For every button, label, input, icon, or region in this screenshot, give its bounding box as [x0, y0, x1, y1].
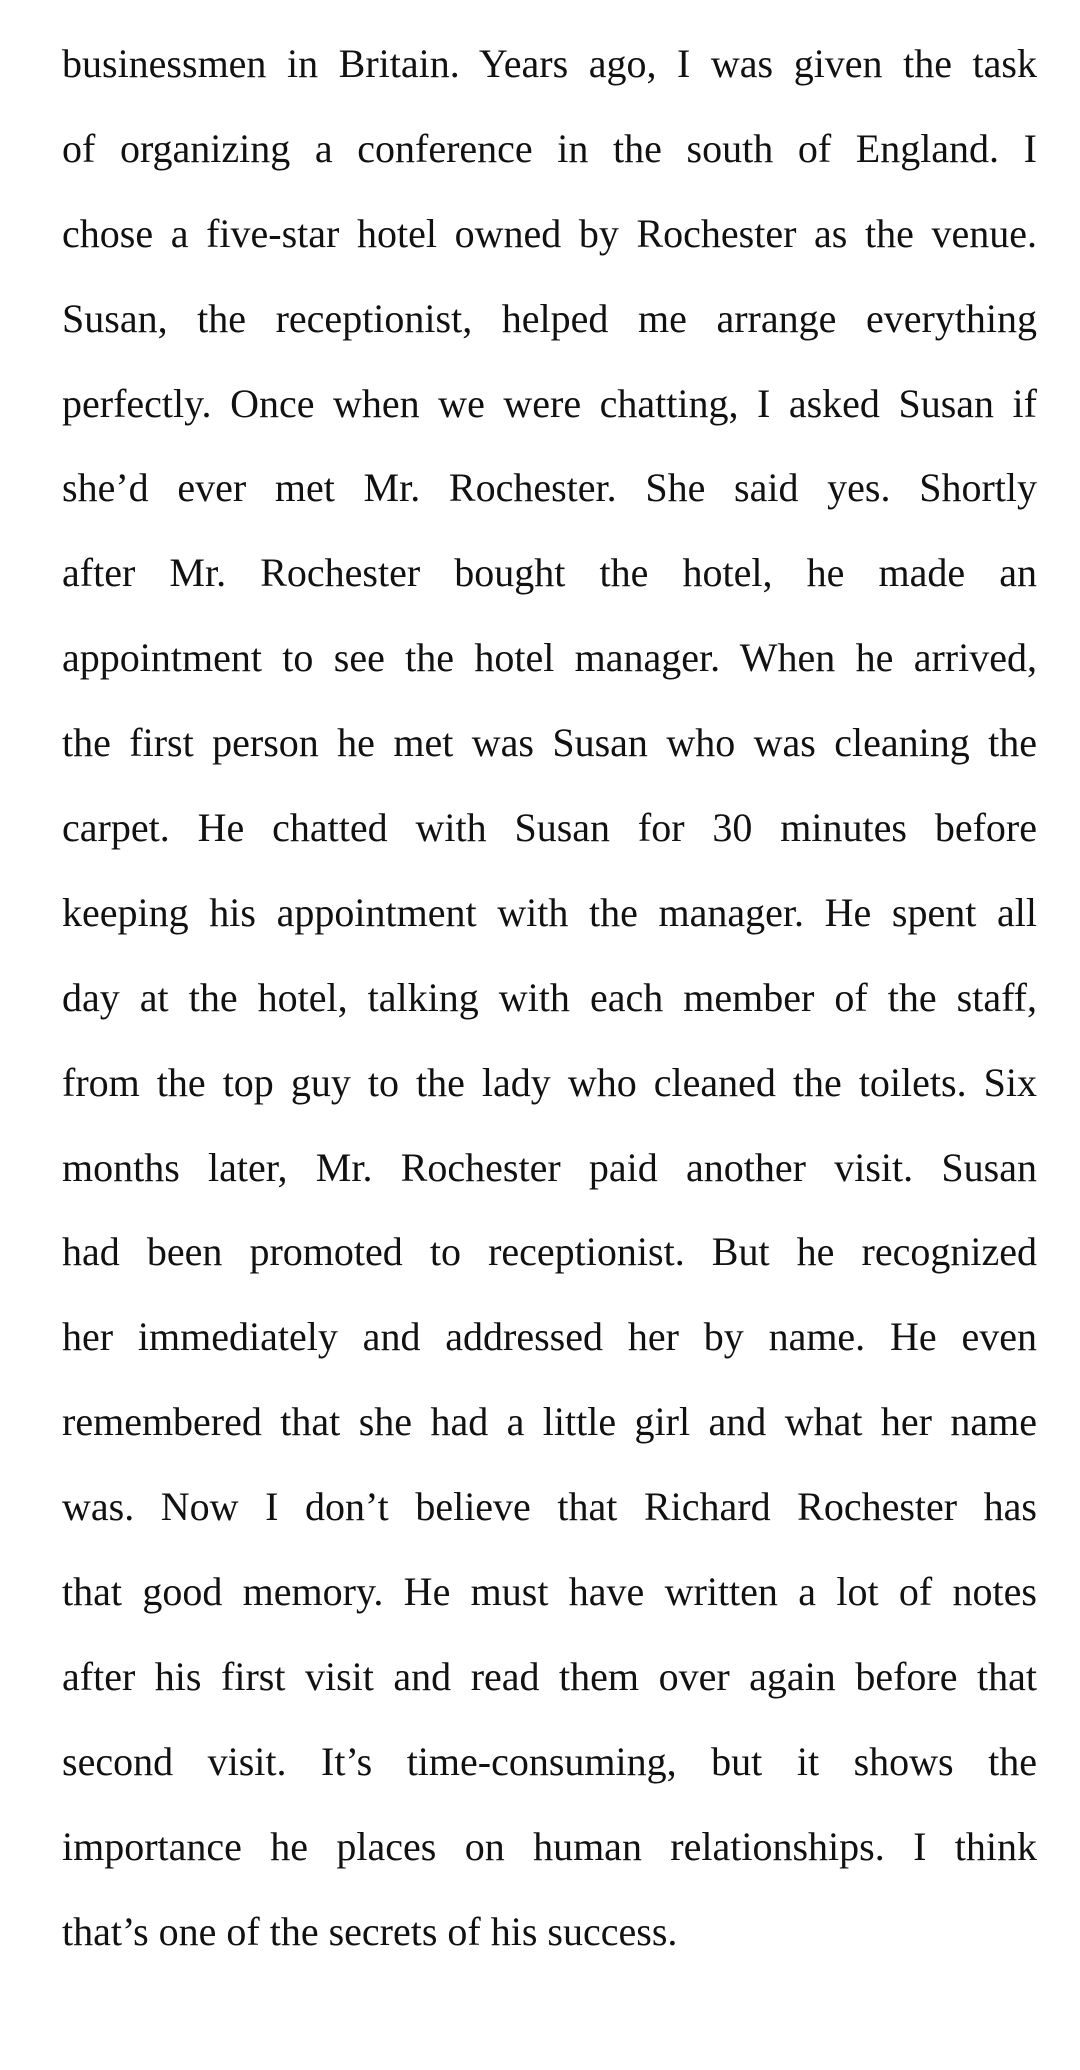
text-line: second visit. It’s time-consuming, but it shows the: [62, 1738, 1037, 1784]
text-line: months later, Mr. Rochester paid another visit. Susan: [62, 1144, 1037, 1190]
text-line-last: that’s one of the secrets of his success.: [62, 1908, 678, 1954]
text-line: that good memory. He must have written a lot of notes: [62, 1569, 1037, 1615]
text-line: appointment to see the hotel manager. When he arrived,: [62, 635, 1037, 681]
text-line: of organizing a conference in the south of England. I: [62, 125, 1037, 171]
text-line: had been promoted to receptionist. But he recognized: [62, 1229, 1037, 1275]
text-line: she’d ever met Mr. Rochester. She said yes. Shortly: [62, 465, 1037, 511]
text-line: carpet. He chatted with Susan for 30 minutes before: [62, 805, 1037, 851]
text-line: chose a five-star hotel owned by Rochester as the venue.: [62, 210, 1037, 256]
text-line: was. Now I don’t believe that Richard Rochester has: [62, 1484, 1037, 1530]
text-line: the first person he met was Susan who was cleaning the: [62, 720, 1037, 766]
text-line: her immediately and addressed her by name. He even: [62, 1314, 1037, 1360]
text-line: after his first visit and read them over again before that: [62, 1653, 1037, 1699]
text-line: businessmen in Britain. Years ago, I was given the task: [62, 41, 1037, 86]
text-line: Susan, the receptionist, helped me arrange everything: [62, 295, 1037, 341]
text-line: after Mr. Rochester bought the hotel, he made an: [62, 550, 1037, 596]
text-line: keeping his appointment with the manager. He spent all: [62, 889, 1037, 935]
text-line: perfectly. Once when we were chatting, I asked Susan if: [62, 380, 1037, 426]
text-line: remembered that she had a little girl and what her name: [62, 1399, 1037, 1445]
text-line: day at the hotel, talking with each member of the staff,: [62, 974, 1037, 1020]
text-line: importance he places on human relationships. I think: [62, 1823, 1037, 1869]
body-text: [62, 22, 1037, 1974]
text-line: from the top guy to the lady who cleaned the toilets. Six: [62, 1059, 1037, 1105]
